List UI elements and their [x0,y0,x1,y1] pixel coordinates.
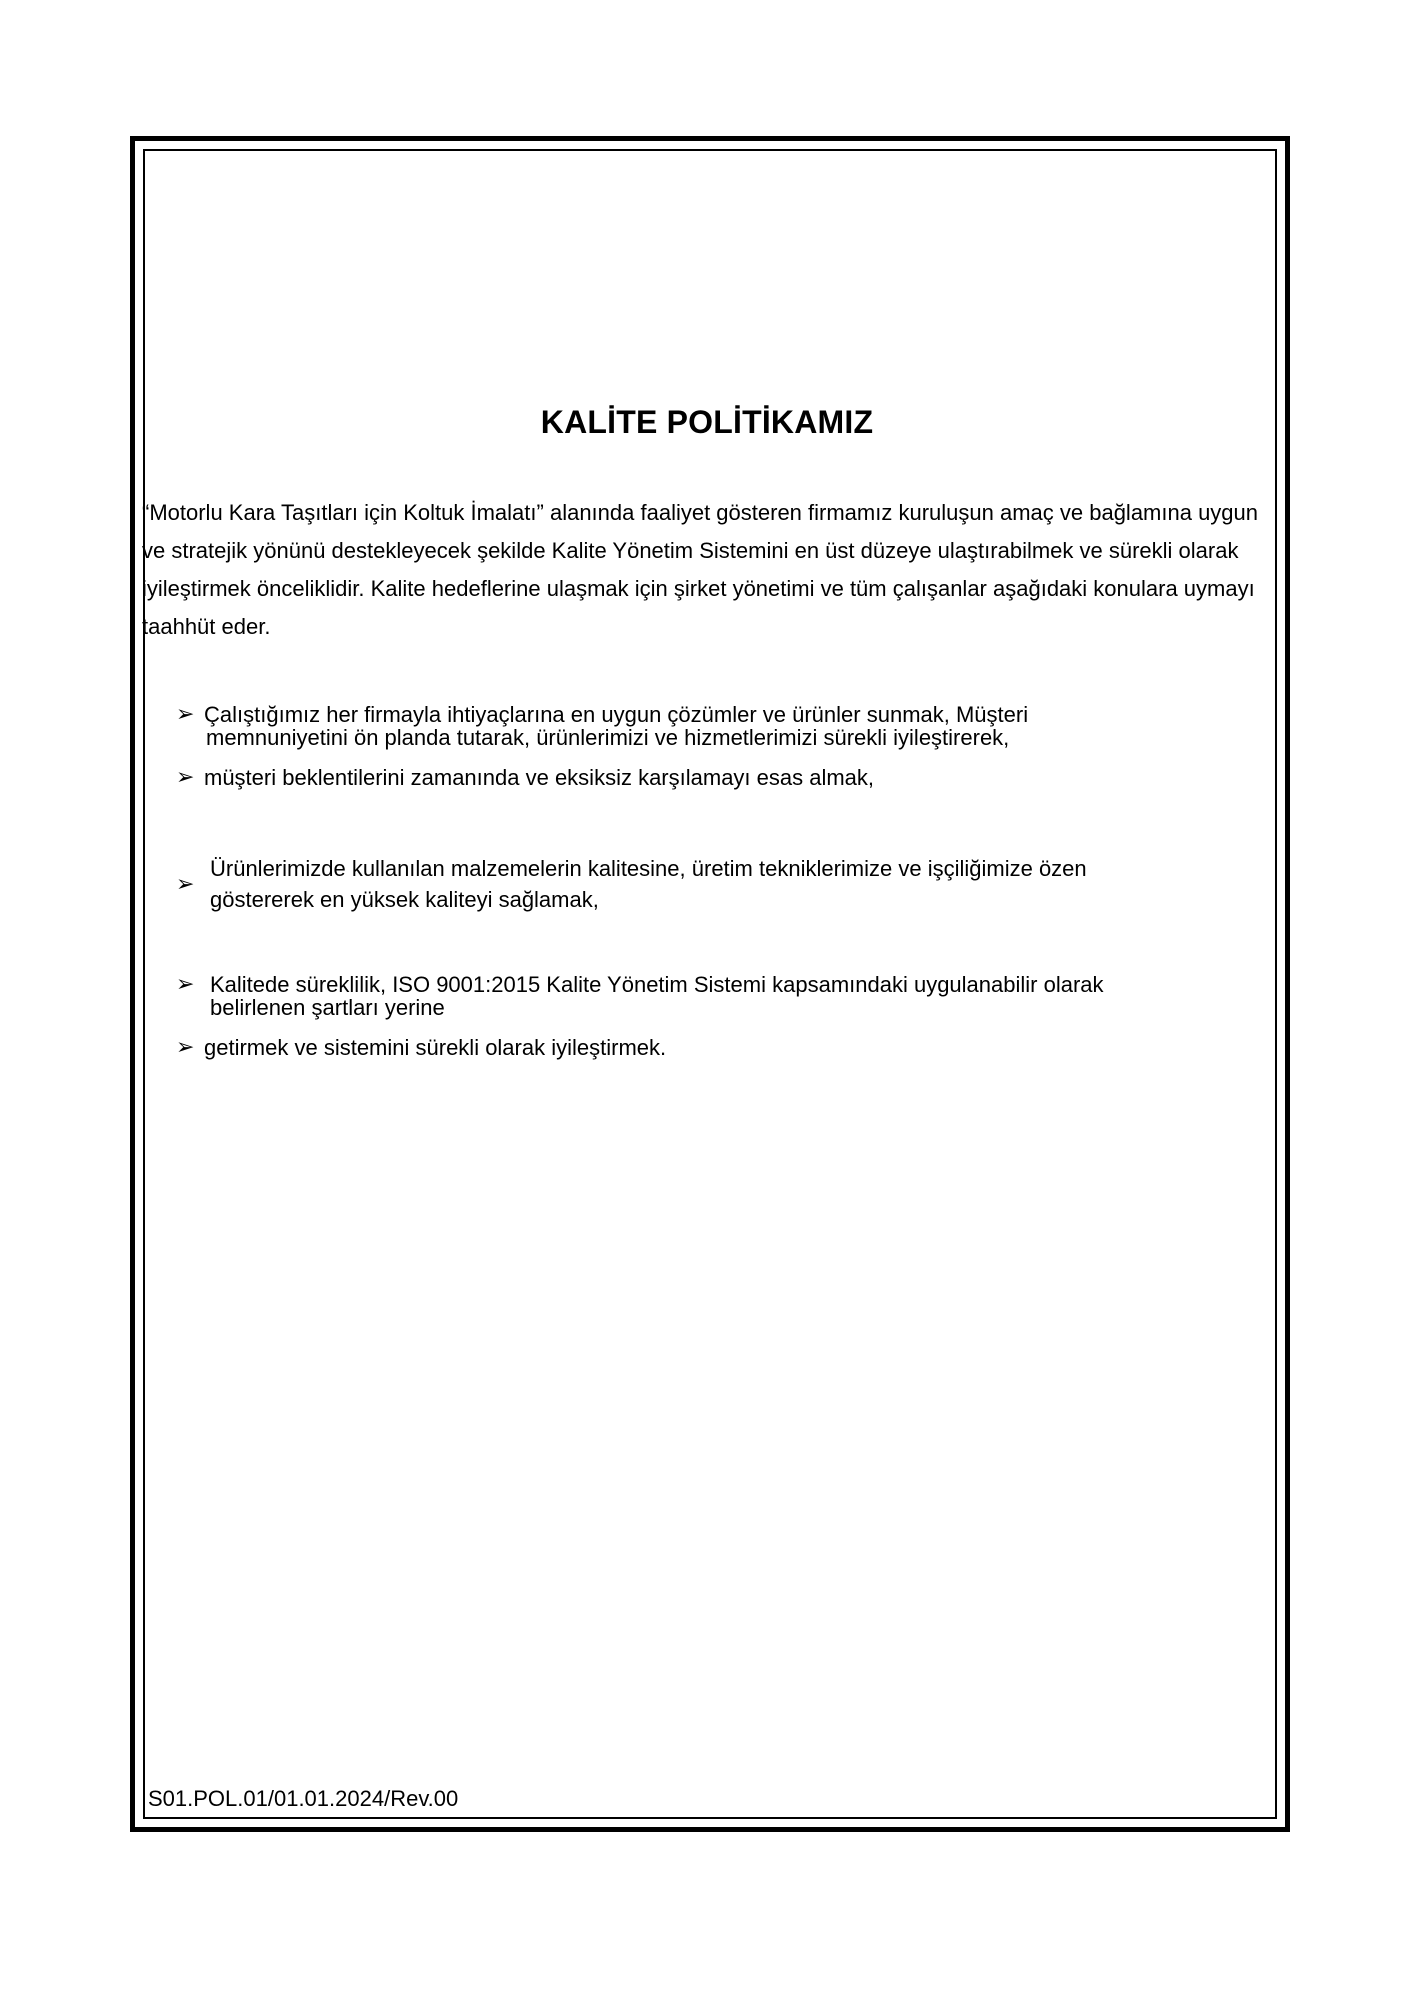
policy-item [176,857,1276,913]
arrow-bullet-icon: ➢ [176,872,195,897]
arrow-bullet-icon: ➢ [176,1035,195,1060]
policy-item-line: belirlenen şartları yerine [210,995,445,1020]
policy-item-line: müşteri beklentilerini zamanında ve eksiksiz karşılamayı esas almak, [204,765,875,790]
policy-item [176,703,1276,755]
policy-item [176,973,1276,1025]
policy-item-line: göstererek en yüksek kaliteyi sağlamak, [210,887,599,912]
page-title: KALİTE POLİTİKAMIZ [540,404,874,440]
document-code: S01.POL.01/01.01.2024/Rev.00 [148,1786,459,1811]
policy-item-line: Kalitede süreklilik, ISO 9001:2015 Kalite Yönetim Sistemi kapsamındaki uygulanabilir olarak [210,972,1104,997]
intro-paragraph: “Motorlu Kara Taşıtları için Koltuk İmalatı” alanında faaliyet gösteren firmamız kuruluşun amaç ve bağlamına uygun ve stratejik yönünü destekleyecek şekilde Kalite Yönetim Sistemini en üst düzeye ulaştırabilmek ve sürekli olarak iyileştirmek önceliklidir. Kalite hedeflerine ulaşmak için şirket yönetimi ve tüm çalışanlar aşağıdaki konulara uymayı taahhüt eder. [142,500,1259,639]
policy-item [176,1036,1276,1064]
arrow-bullet-icon: ➢ [176,765,195,790]
policy-item-line: getirmek ve sistemini sürekli olarak iyileştirmek. [204,1035,667,1060]
arrow-bullet-icon: ➢ [176,702,195,727]
policy-item-line: Ürünlerimizde kullanılan malzemelerin kalitesine, üretim tekniklerimize ve işçiliğimize özen [210,856,1087,881]
policy-item-line: memnuniyetini ön planda tutarak, ürünlerimizi ve hizmetlerimizi sürekli iyileştirerek, [206,725,1010,750]
policy-item-line: Çalıştığımız her firmayla ihtiyaçlarına en uygun çözümler ve ürünler sunmak, Müşteri [204,702,1029,727]
policy-item [176,766,1276,794]
arrow-bullet-icon: ➢ [176,972,195,997]
